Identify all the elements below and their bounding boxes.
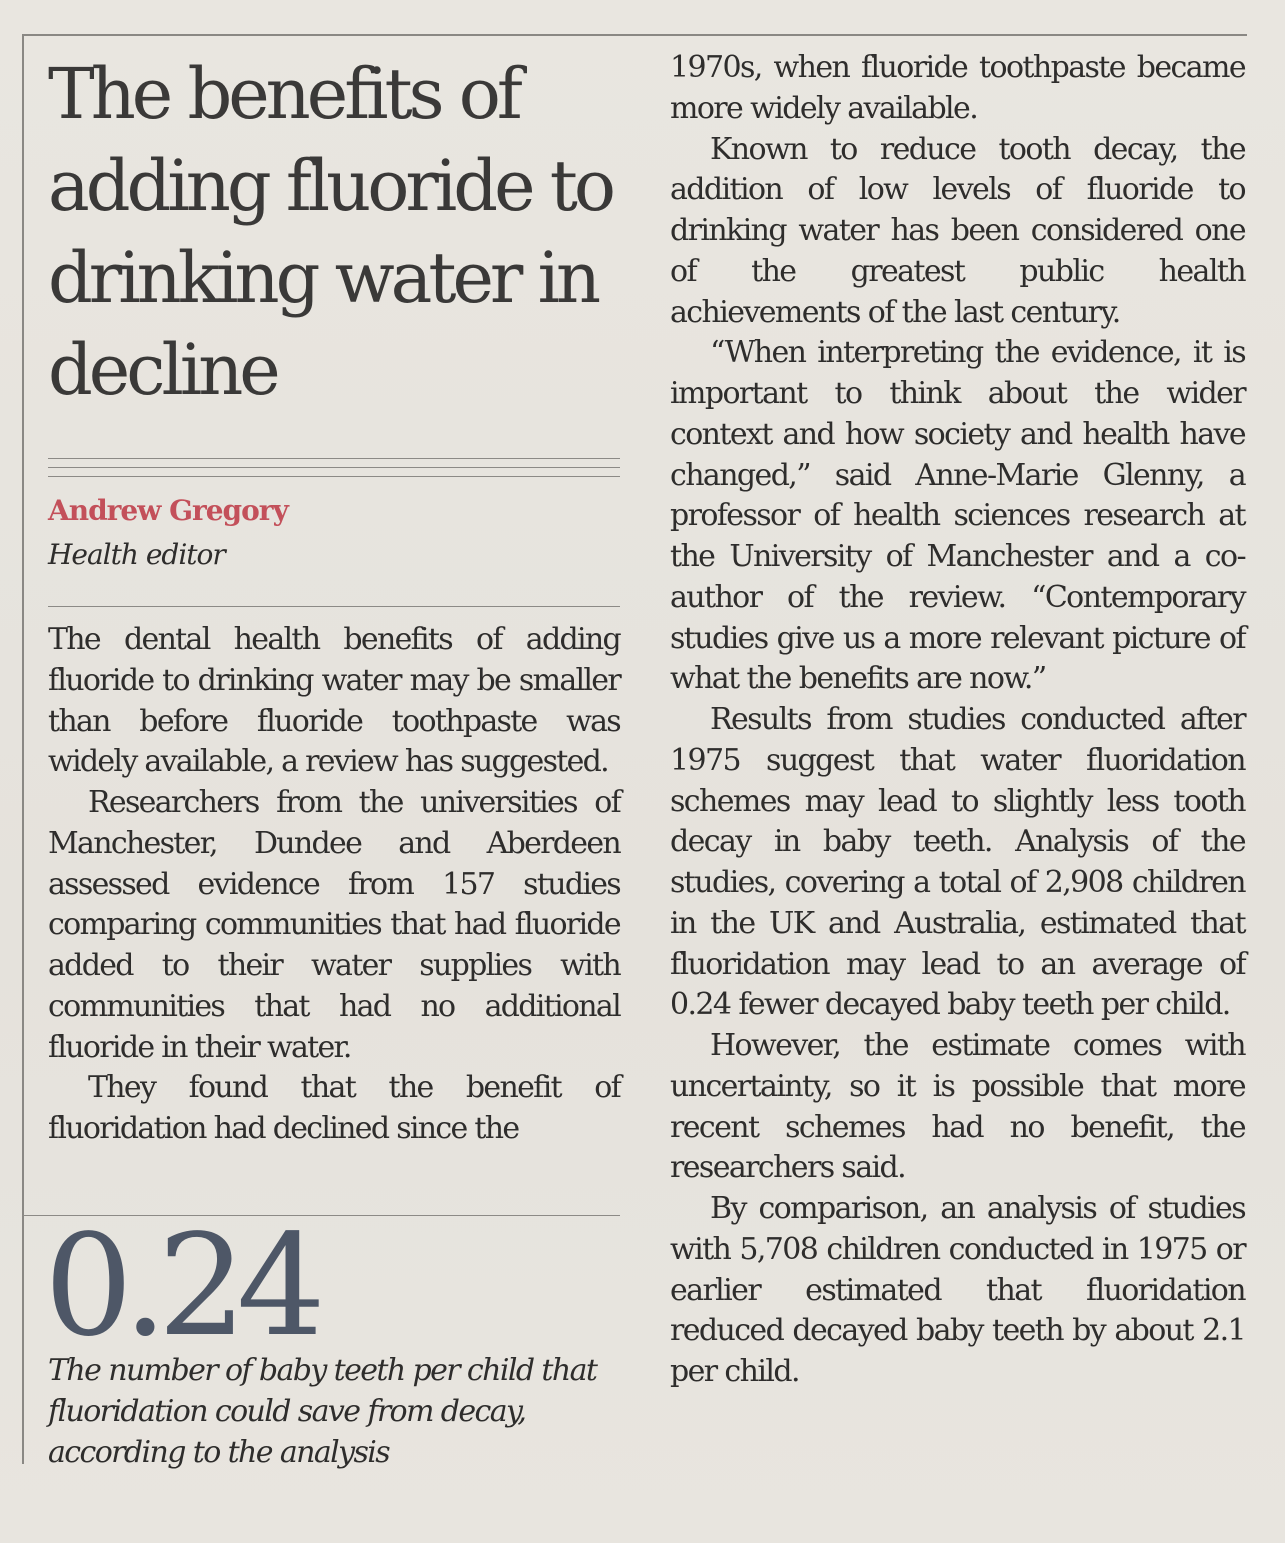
column-divider <box>22 34 24 1464</box>
headline-divider <box>48 458 620 485</box>
paragraph: They found that the benefit of fluoridation had declined since the <box>48 1070 620 1146</box>
pull-stat-caption: The number of baby teeth per child that fluoridation could save from decay, according to the analysis <box>48 1353 597 1470</box>
article-column-2 <box>670 48 1245 1393</box>
byline-role: Health editor <box>48 538 225 571</box>
paragraph: 1970s, when fluoride toothpaste became more widely available. <box>670 50 1245 126</box>
headline: The benefits of adding fluoride to drinking water in decline <box>48 53 613 411</box>
paragraph: “When interpreting the evidence, it is important to think about the wider context and how society and health have changed,” said Anne-Marie Glenny, a professor of health sciences research at the University of Manchester and a co-author of the review. “Contemporary studies give us a more relevant picture of what the benefits are now.” <box>670 335 1245 697</box>
paragraph: Results from studies conducted after 1975 suggest that water fluoridation schemes may lead to slightly less tooth decay in baby teeth. Analysis of the studies, covering a total of 2,908 children in the UK and Australia, estimated that fluoridation may lead to an average of 0.24 fewer decayed baby teeth per child. <box>670 702 1245 1023</box>
pull-stat-value: 0.24 <box>44 1205 316 1368</box>
paragraph: However, the estimate comes with uncertainty, so it is possible that more recent schemes had no benefit, the researchers said. <box>670 1028 1245 1186</box>
article-column-1 <box>48 620 620 1150</box>
byline-divider <box>48 606 620 607</box>
paragraph: Known to reduce tooth decay, the addition of low levels of fluoride to drinking water has been considered one of the greatest public health achievements of the last century. <box>670 131 1245 330</box>
paragraph: The dental health benefits of adding fluoride to drinking water may be smaller than before fluoride toothpaste was widely available, a review has suggested. <box>48 622 620 780</box>
paragraph: Researchers from the universities of Manchester, Dundee and Aberdeen assessed evidence from 157 studies comparing communities that had fluoride added to their water supplies with communities that had no additional fluoride in their water. <box>48 785 620 1065</box>
byline-author: Andrew Gregory <box>48 494 288 527</box>
top-divider <box>22 34 1247 36</box>
paragraph: By comparison, an analysis of studies with 5,708 children conducted in 1975 or earlier estimated that fluoridation reduced decayed baby teeth by about 2.1 per child. <box>670 1191 1245 1389</box>
